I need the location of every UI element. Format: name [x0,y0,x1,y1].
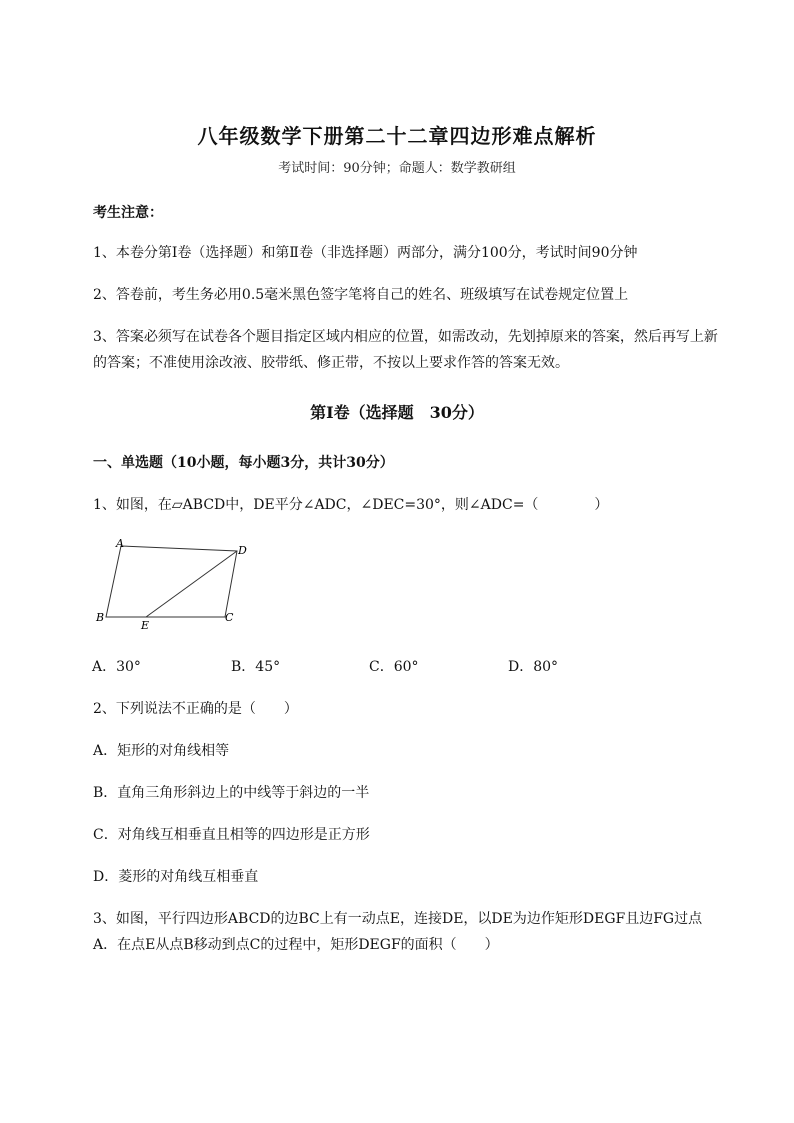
parallelogram-figure [92,536,262,636]
q1-option-a[interactable]: A．30° [92,659,141,675]
q1-option-b[interactable]: B．45° [231,659,281,675]
parallelogram-abcd [106,546,237,617]
notice-heading: 考生注意： [93,205,163,221]
q2-option-a[interactable]: A．矩形的对角线相等 [93,743,230,759]
question-2-text: 2、下列说法不正确的是（ ） [93,701,298,717]
notice-item: 1、本卷分第Ⅰ卷（选择题）和第Ⅱ卷（非选择题）两部分，满分100分，考试时间90分钟 [93,245,638,261]
notice-item: 3、答案必须写在试卷各个题目指定区域内相应的位置，如需改动，先划掉原来的答案，然后再写上新 [93,329,718,345]
segment-de [146,551,237,617]
label-e: E [141,619,150,632]
label-b: B [96,611,105,624]
label-c: C [225,611,234,624]
page-title: 八年级数学下册第二十二章四边形难点解析 [197,124,597,148]
q2-option-b[interactable]: B．直角三角形斜边上的中线等于斜边的一半 [93,785,370,801]
part1-title: 第Ⅰ卷（选择题 30分） [310,403,484,422]
label-d: D [238,544,247,557]
q2-option-c[interactable]: C．对角线互相垂直且相等的四边形是正方形 [93,827,370,843]
q1-option-c[interactable]: C．60° [369,659,419,675]
exam-info: 考试时间：90分钟；命题人：数学教研组 [278,161,516,176]
question-3-text: 3、如图，平行四边形ABCD的边BC上有一动点E，连接DE，以DE为边作矩形DEGF且边FG过点 [93,911,703,927]
label-a: A [116,537,124,550]
notice-item: 2、答卷前，考生务必用0.5毫米黑色签字笔将自己的姓名、班级填写在试卷规定位置上 [93,287,629,303]
question-1-text: 1、如图，在▱ABCD中，DE平分∠ADC，∠DEC=30°，则∠ADC=（ ） [93,497,609,513]
section1-title: 一、单选题（10小题，每小题3分，共计30分） [93,455,394,471]
q2-option-d[interactable]: D．菱形的对角线互相垂直 [93,869,259,885]
q1-option-d[interactable]: D．80° [508,659,559,675]
question-3-text-cont: A．在点E从点B移动到点C的过程中，矩形DEGF的面积（ ） [93,937,499,953]
notice-item: 的答案；不准使用涂改液、胶带纸、修正带，不按以上要求作答的答案无效。 [93,355,569,371]
